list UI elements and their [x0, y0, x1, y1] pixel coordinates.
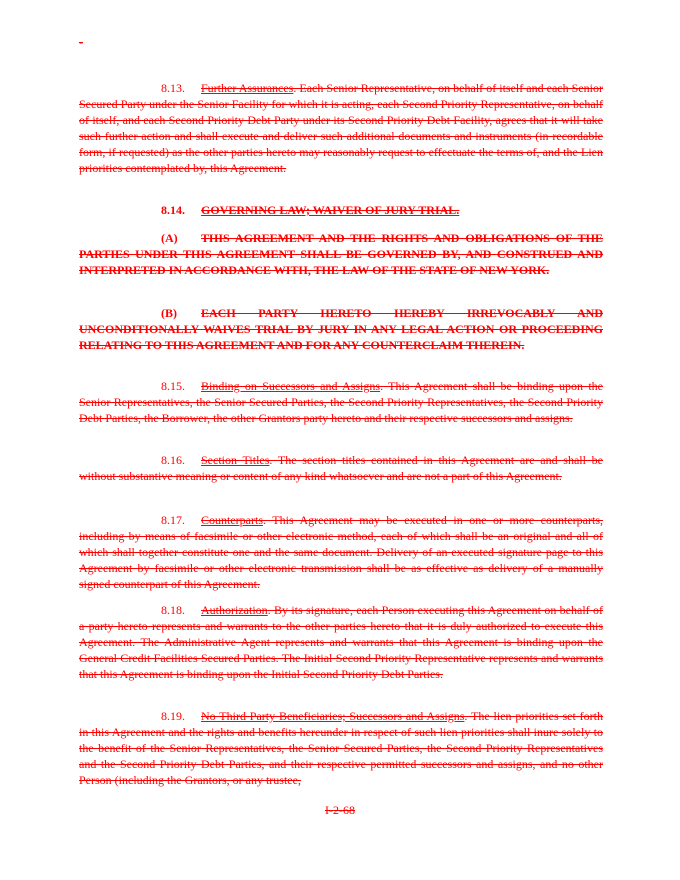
section-8-14 [79, 202, 603, 218]
page-number: I-2-68 [325, 803, 355, 817]
section-text: . Each Senior Representative, on behalf of itself and each Senior Secured Party under the Senior Facility for which it is acting, each Second Priority Representative, on behalf of itself, and each Second Priority Debt Party under its Second Priority Debt Facility, agrees that it will take such further action and shall execute and deliver such additional documents and instruments (in recordable form, if requested) as the other parties hereto may reasonably request to effectuate the terms of, and the Lien priorities contemplated by, this Agreement. [79, 81, 603, 175]
section-number: 8.13. [161, 81, 185, 95]
section-text: . The section titles contained in this Agreement are and shall be without substantive meaning or content of any kind whatsoever and are not a part of this Agreement. [79, 453, 603, 483]
clause-text: EACH PARTY HERETO HEREBY IRREVOCABLY AND UNCONDITIONALLY WAIVES TRIAL BY JURY IN ANY LEGAL ACTION OR PROCEEDING RELATING TO THIS AGREEMENT AND FOR ANY COUNTERCLAIM THEREIN. [79, 306, 603, 352]
section-heading: GOVERNING LAW; WAIVER OF JURY TRIAL. [201, 203, 460, 217]
section-heading: Section Titles [201, 453, 270, 467]
section-number: 8.15. [161, 379, 185, 393]
section-number: 8.16. [161, 453, 185, 467]
section-text: . This Agreement shall be binding upon the Senior Representatives, the Senior Secured Parties, the Second Priority Representatives, the Second Priority Debt Parties, the Borrower, the other Grantors party hereto and their respective successors and assigns. [79, 379, 603, 425]
section-heading: Binding on Successors and Assigns [201, 379, 381, 393]
section-8-15 [79, 378, 603, 426]
section-heading: Counterparts [201, 513, 263, 527]
section-8-14-a [79, 230, 603, 278]
section-number: 8.14. [161, 203, 185, 217]
section-8-18 [79, 602, 603, 682]
top-mark: - [79, 35, 83, 49]
section-text: . The lien priorities set forth in this Agreement and the rights and benefits hereunder in respect of such lien priorities shall inure solely to the benefit of the Senior Representatives, the Senior Secured Parties, the Second Priority Representatives and the Second Priority Debt Parties, and their respective permitted successors and assigns, and no other Person (including the Grantors, or any trustee, [79, 709, 604, 787]
clause-text: THIS AGREEMENT AND THE RIGHTS AND OBLIGATIONS OF THE PARTIES UNDER THIS AGREEMENT SHALL BE GOVERNED BY, AND CONSTRUED AND INTERPRETED IN ACCORDANCE WITH, THE LAW OF THE STATE OF NEW YORK. [79, 231, 603, 277]
section-8-19 [79, 708, 603, 788]
section-number: 8.17. [161, 513, 185, 527]
section-8-17 [79, 512, 603, 592]
section-text: . By its signature, each Person executing this Agreement on behalf of a party hereto represents and warrants to the other parties hereto that it is duly authorized to execute this Agreement. The Administrative Agent represents and warrants that this Agreement is binding upon the General Credit Facilities Secured Parties. The Initial Second Priority Representative represents and warrants that this Agreement is binding upon the Initial Second Priority Debt Parties. [79, 603, 603, 681]
clause-label: (A) [161, 231, 178, 245]
section-text: . This Agreement may be executed in one or more counterparts, including by means of facsimile or other electronic method, each of which shall be an original and all of which shall together constitute one and the same document. Delivery of an executed signature page to this Agreement by facsimile or other electronic transmission shall be as effective as delivery of a manually signed counterpart of this Agreement. [79, 513, 603, 591]
section-8-13 [79, 80, 603, 176]
section-number: 8.19. [161, 709, 185, 723]
clause-label: (B) [161, 306, 177, 320]
section-8-16 [79, 452, 603, 484]
section-8-14-b [79, 305, 603, 353]
section-heading: Further Assurances [201, 81, 294, 95]
section-number: 8.18. [161, 603, 185, 617]
section-heading: No Third Party Beneficiaries; Successors and Assigns [201, 709, 465, 723]
section-heading: Authorization [201, 603, 268, 617]
